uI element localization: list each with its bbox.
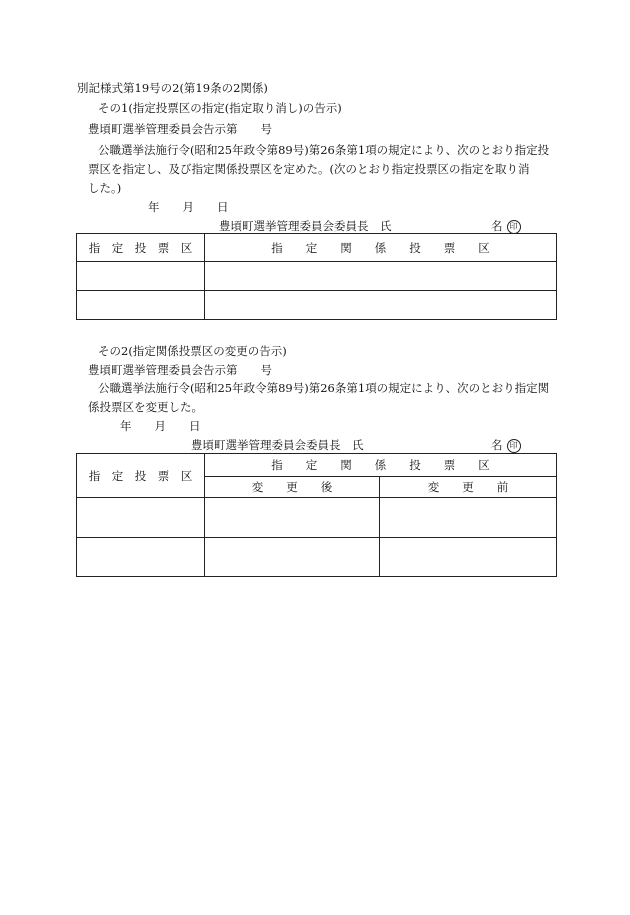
section2-heading: その2(指定関係投票区の変更の告示) (98, 344, 287, 358)
name-label-text: 名 (491, 438, 503, 452)
table-row (77, 498, 557, 538)
section1-date: 年 月 日 (148, 200, 229, 214)
table-header-row (77, 454, 557, 477)
header-after-change: 変 更 後 (205, 477, 380, 498)
seal-icon: 印 (507, 220, 521, 234)
header-related-districts: 指 定 関 係 投 票 区 (205, 454, 557, 477)
section2-body-line1: 公職選挙法施行令(昭和25年政令第89号)第26条第1項の規定により、次のとおり指定関 (98, 381, 550, 395)
table-cell (380, 498, 557, 538)
table-cell (380, 538, 557, 577)
table-row (77, 262, 557, 291)
section2-signer: 豊頃町選挙管理委員会委員長 氏 (191, 438, 364, 452)
section2-body-line2: 係投票区を変更した。 (88, 400, 203, 414)
table-cell (205, 538, 380, 577)
section1-signer: 豊頃町選挙管理委員会委員長 氏 (219, 219, 392, 233)
table-header-row (77, 234, 557, 262)
header-before-change: 変 更 前 (380, 477, 557, 498)
seal-icon: 印 (507, 439, 521, 453)
table-cell (205, 291, 557, 320)
section1-body-line1: 公職選挙法施行令(昭和25年政令第89号)第26条第1項の規定により、次のとおり指定投 (98, 143, 550, 157)
section1-notice-number: 豊頃町選挙管理委員会告示第 号 (88, 122, 272, 136)
table-row (77, 291, 557, 320)
section2-date: 年 月 日 (120, 419, 201, 433)
section2-table (76, 453, 557, 577)
table-cell (205, 498, 380, 538)
header-designated-district: 指 定 投 票 区 (77, 234, 205, 262)
table-row (77, 538, 557, 577)
table-cell (77, 262, 205, 291)
section1-body-line3: した。) (88, 181, 122, 195)
section2-name-label (491, 437, 521, 453)
table-cell (77, 291, 205, 320)
form-title: 別記様式第19号の2(第19条の2関係) (77, 81, 268, 95)
section1-table (76, 233, 557, 320)
table-cell (205, 262, 557, 291)
section1-body-line2: 票区を指定し、及び指定関係投票区を定めた。(次のとおり指定投票区の指定を取り消 (88, 162, 530, 176)
name-label-text: 名 (491, 219, 503, 233)
section1-name-label (491, 218, 521, 234)
header-related-districts: 指 定 関 係 投 票 区 (205, 234, 557, 262)
section2-notice-number: 豊頃町選挙管理委員会告示第 号 (88, 363, 272, 377)
section1-heading: その1(指定投票区の指定(指定取り消し)の告示) (98, 101, 342, 115)
table-cell (77, 498, 205, 538)
table-cell (77, 538, 205, 577)
header-designated-district: 指 定 投 票 区 (77, 454, 205, 498)
